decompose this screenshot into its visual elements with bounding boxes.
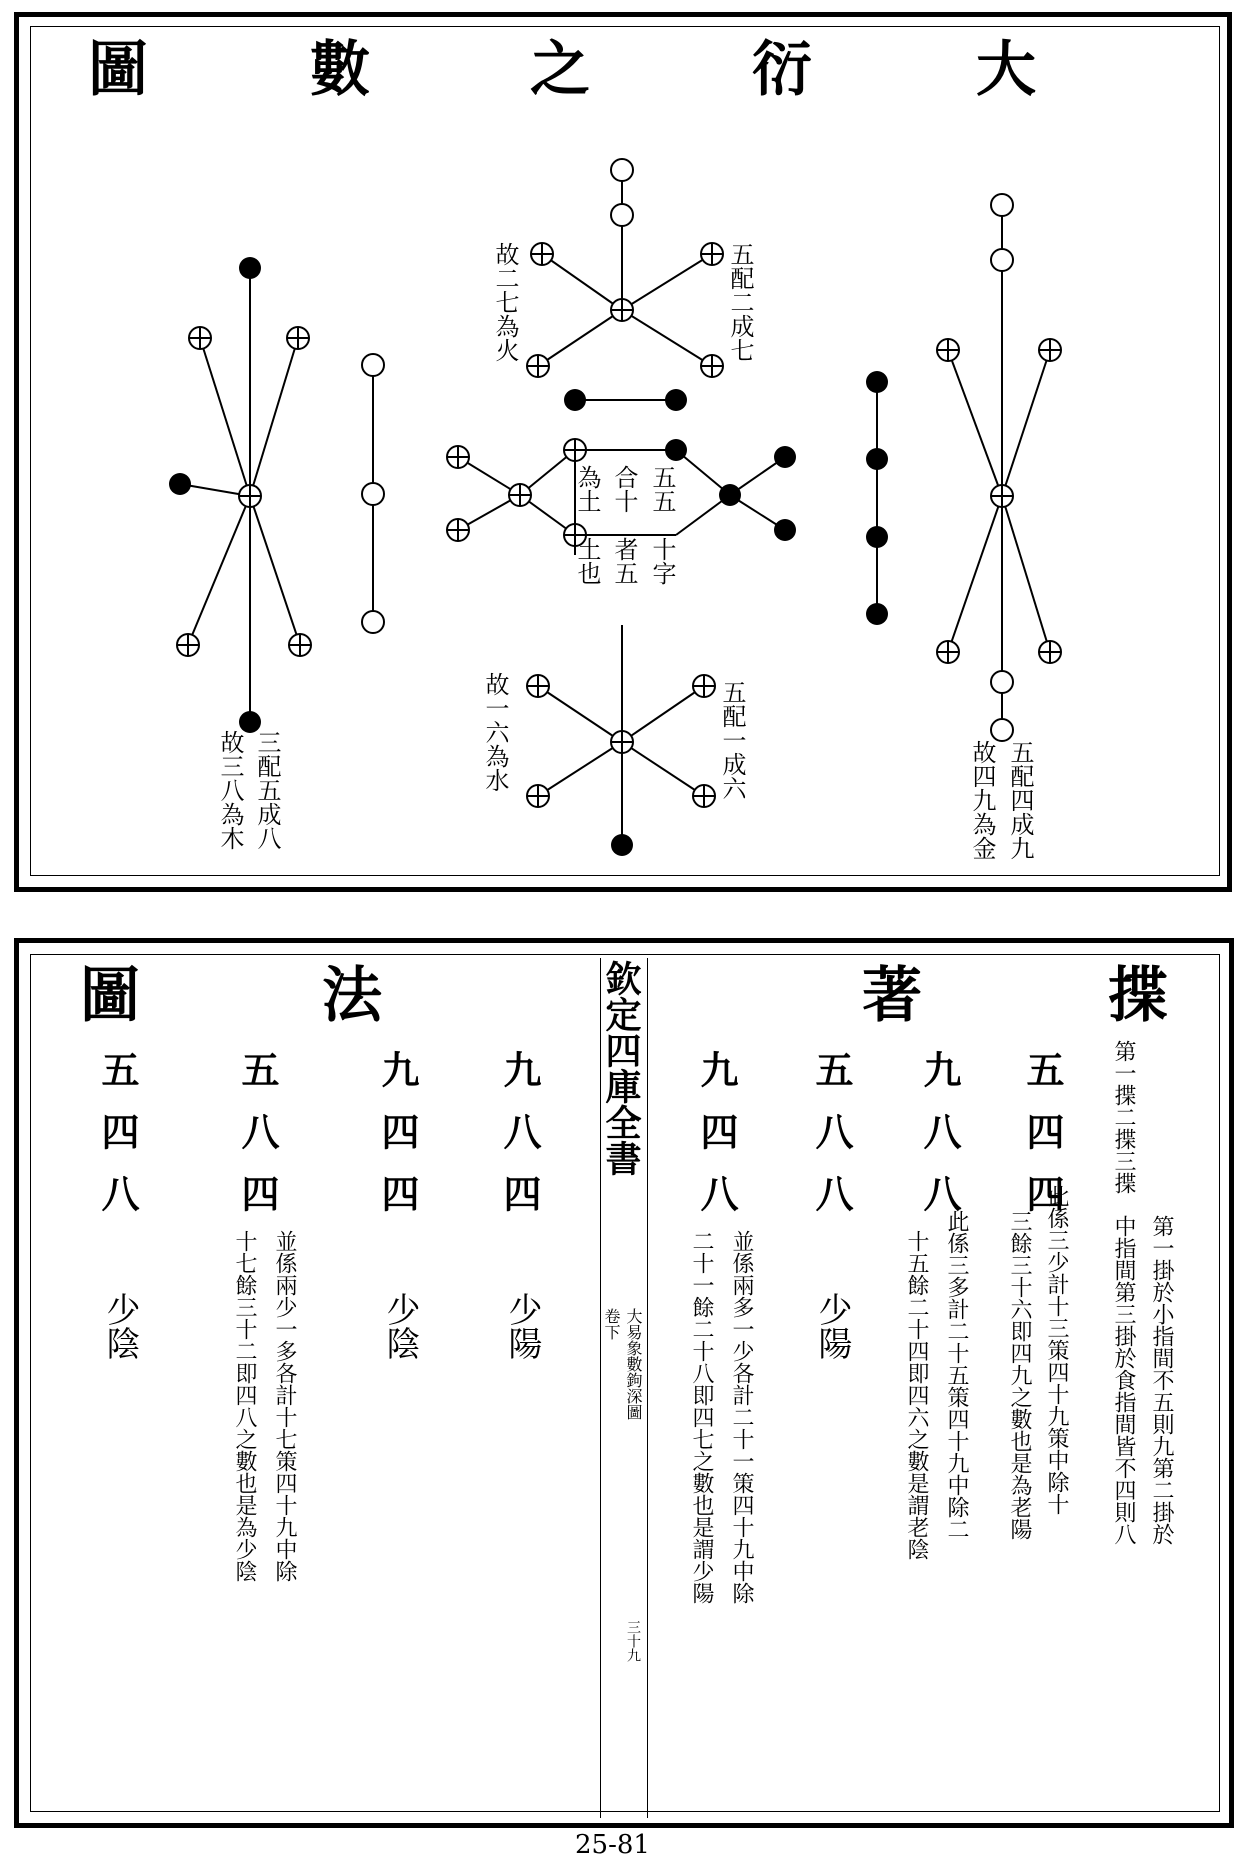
filled-circle bbox=[239, 257, 261, 279]
col-l3-nums: 五八四 bbox=[235, 1050, 280, 1236]
title2-char-zhu: 著 bbox=[862, 961, 922, 1031]
header-gua-1: 第一掛於小指間不五則九第二掛於 bbox=[1149, 1215, 1174, 1545]
title-char-zhi: 之 bbox=[530, 35, 590, 105]
open-circle bbox=[991, 671, 1013, 693]
note-earth-1: 五五 bbox=[648, 465, 676, 513]
note-earth-2: 合十 bbox=[610, 465, 638, 513]
filled-circle bbox=[665, 439, 687, 461]
open-circle bbox=[362, 483, 384, 505]
note-water-2: 故一六為水 bbox=[481, 672, 509, 792]
col-r1-note-1: 此係三少計十三策四十九策中除十 bbox=[1044, 1185, 1069, 1515]
title2-char-tu: 圖 bbox=[80, 961, 140, 1031]
spine-juan: 卷下 bbox=[602, 1308, 621, 1340]
open-circle bbox=[611, 204, 633, 226]
col-r3-nums: 五八八 bbox=[809, 1050, 854, 1236]
note-water-1: 五配一成六 bbox=[718, 680, 746, 800]
crossed-circle-group bbox=[177, 243, 1061, 807]
col-r4-note-2: 二十一餘二十八即四七之數也是謂少陽 bbox=[689, 1230, 714, 1604]
col-r4-note-1: 並係兩多一少各計二十一策四十九中除 bbox=[729, 1230, 754, 1604]
filled-circle bbox=[866, 603, 888, 625]
filled-circle bbox=[665, 389, 687, 411]
col-l1-label: 少陽 bbox=[502, 1292, 542, 1360]
col-r1-nums: 五四四 bbox=[1020, 1050, 1065, 1236]
col-l3-note-1: 並係兩少一多各計十七策四十九中除 bbox=[272, 1230, 297, 1582]
title-char-da: 大 bbox=[976, 35, 1036, 105]
col-r1-note-2: 三餘三十六即四九之數也是為老陽 bbox=[1007, 1210, 1032, 1540]
spine-folio: 三十九 bbox=[625, 1620, 641, 1662]
filled-circle bbox=[611, 834, 633, 856]
note-metal-1: 五配四成九 bbox=[1006, 740, 1034, 860]
note-earth-6: 土也 bbox=[573, 537, 601, 585]
col-r2-note-2: 十五餘二十四即四六之數是謂老陰 bbox=[904, 1230, 929, 1560]
open-circle bbox=[991, 249, 1013, 271]
title2-char-fa: 法 bbox=[322, 961, 382, 1031]
col-l2-label: 少陰 bbox=[380, 1292, 420, 1360]
col-l2-nums: 九四四 bbox=[375, 1050, 420, 1236]
col-r2-note-1: 此係三多計二十五策四十九中除二 bbox=[944, 1210, 969, 1540]
filled-circle bbox=[774, 519, 796, 541]
header-she: 第一揲二揲三揲 bbox=[1111, 1040, 1136, 1194]
filled-circle bbox=[169, 473, 191, 495]
note-earth-3: 為土 bbox=[573, 465, 601, 513]
filled-circle bbox=[866, 371, 888, 393]
note-wood-1: 三配五成八 bbox=[253, 730, 281, 850]
title-char-yan: 衍 bbox=[752, 35, 812, 105]
note-fire-1: 五配二成七 bbox=[726, 242, 754, 362]
open-circle bbox=[362, 354, 384, 376]
col-l1-nums: 九八四 bbox=[497, 1050, 542, 1236]
open-circle bbox=[611, 159, 633, 181]
spine-book-title: 欽定四庫全書 bbox=[600, 960, 642, 1176]
col-l4-nums: 五四八 bbox=[95, 1050, 140, 1236]
open-circle bbox=[991, 194, 1013, 216]
col-r4-nums: 九四八 bbox=[694, 1050, 739, 1236]
note-metal-2: 故四九為金 bbox=[968, 740, 996, 860]
title2-char-she: 揲 bbox=[1108, 961, 1168, 1031]
note-fire-2: 故二七為火 bbox=[491, 242, 519, 362]
filled-circle bbox=[564, 389, 586, 411]
note-earth-5: 者五 bbox=[610, 537, 638, 585]
col-l3-note-2: 十七餘三十二即四八之數也是為少陰 bbox=[232, 1230, 257, 1582]
note-wood-2: 故三八為木 bbox=[216, 730, 244, 850]
col-l4-label: 少陰 bbox=[100, 1292, 140, 1360]
yan-diagram bbox=[0, 0, 1245, 900]
filled-circle bbox=[866, 526, 888, 548]
note-earth-4: 十字 bbox=[648, 537, 676, 585]
page-number: 25-81 bbox=[575, 1830, 650, 1860]
spine-section: 大易象數鉤深圖 bbox=[624, 1308, 643, 1420]
open-circle bbox=[991, 719, 1013, 741]
title-char-tu: 圖 bbox=[88, 35, 148, 105]
col-r2-nums: 九八八 bbox=[917, 1050, 962, 1236]
col-r3-label: 少陽 bbox=[812, 1292, 852, 1360]
filled-circle bbox=[866, 448, 888, 470]
header-gua-2: 中指間第三掛於食指間皆不四則八 bbox=[1111, 1215, 1136, 1545]
filled-circle bbox=[774, 446, 796, 468]
title-char-shu: 數 bbox=[310, 35, 370, 105]
open-circle bbox=[362, 611, 384, 633]
filled-circle bbox=[719, 484, 741, 506]
